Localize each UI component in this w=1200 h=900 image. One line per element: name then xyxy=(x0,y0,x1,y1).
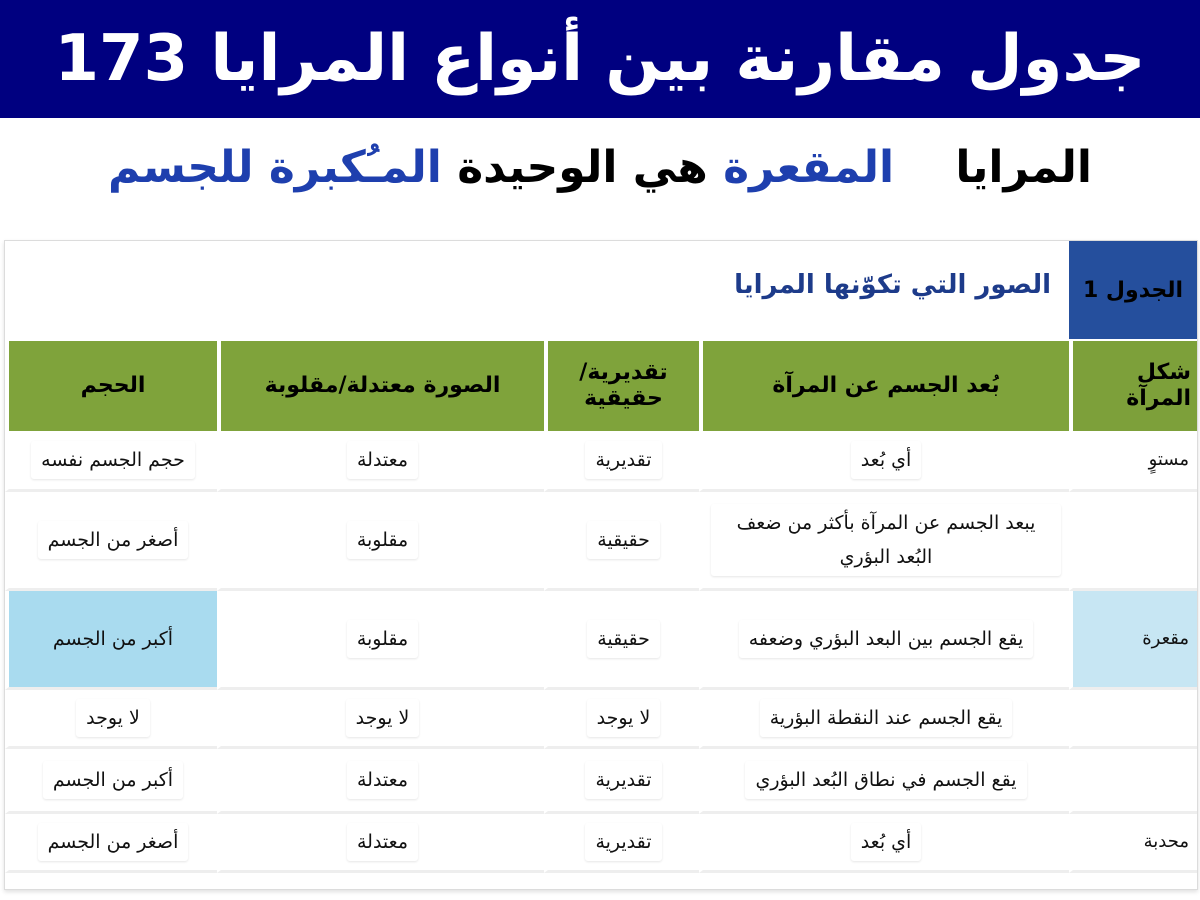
cell-distance xyxy=(699,492,1069,591)
cell-type-text: تقديرية xyxy=(585,761,661,799)
header-image-size: الحجم xyxy=(5,341,217,431)
cell-size-text: لا يوجد xyxy=(76,699,150,737)
cell-orientation xyxy=(217,591,544,690)
cell-shape: مقعرة xyxy=(1069,591,1197,690)
cell-type xyxy=(544,690,699,749)
cell-size xyxy=(5,431,217,492)
cell-size xyxy=(5,814,217,873)
cell-distance-text: أي بُعد xyxy=(851,441,922,479)
cell-shape xyxy=(1069,749,1197,814)
table-row xyxy=(5,690,1197,749)
subtitle-part-4: المـُكبرة xyxy=(268,142,442,193)
cell-type xyxy=(544,431,699,492)
cell-shape: محدبة xyxy=(1069,814,1197,873)
cell-distance xyxy=(699,591,1069,690)
cell-orientation xyxy=(217,431,544,492)
cell-orientation xyxy=(217,749,544,814)
cell-size xyxy=(5,749,217,814)
cell-shape xyxy=(1069,492,1197,591)
header-image-orientation: الصورة معتدلة/مقلوبة xyxy=(217,341,544,431)
header-image-type: تقديرية/ حقيقية xyxy=(544,341,699,431)
table-row xyxy=(5,749,1197,814)
cell-distance xyxy=(699,814,1069,873)
table-header-row xyxy=(5,341,1197,431)
cell-type-text: لا يوجد xyxy=(587,699,661,737)
cell-size xyxy=(5,591,217,690)
cell-type-text: حقيقية xyxy=(587,521,660,559)
subtitle-part-3: هي الوحيدة xyxy=(457,142,708,193)
mirror-comparison-table xyxy=(4,240,1198,890)
table-number: الجدول 1 xyxy=(1069,241,1197,339)
subtitle xyxy=(0,128,1200,208)
cell-distance xyxy=(699,431,1069,492)
header-object-distance: بُعد الجسم عن المرآة xyxy=(699,341,1069,431)
cell-distance-text: يقع الجسم عند النقطة البؤرية xyxy=(760,699,1013,737)
page-title: جدول مقارنة بين أنواع المرايا 173 xyxy=(0,0,1200,118)
cell-size-text: أكبر من الجسم xyxy=(43,761,183,799)
table-row xyxy=(5,492,1197,591)
table-caption-text: الصور التي تكوّنها المرايا xyxy=(734,270,1051,300)
subtitle-part-2: المقعرة xyxy=(723,142,895,193)
cell-size-text: أصغر من الجسم xyxy=(38,521,189,559)
subtitle-part-5: للجسم xyxy=(108,142,254,193)
cell-type-text: حقيقية xyxy=(587,620,660,658)
cell-size-text: أكبر من الجسم xyxy=(52,628,174,650)
table-caption xyxy=(5,241,1197,339)
cell-type xyxy=(544,749,699,814)
cell-size xyxy=(5,492,217,591)
cell-type-text: تقديرية xyxy=(585,823,661,861)
table-row xyxy=(5,591,1197,690)
cell-distance-text: يقع الجسم بين البعد البؤري وضعفه xyxy=(739,620,1034,658)
cell-orientation xyxy=(217,690,544,749)
cell-distance xyxy=(699,749,1069,814)
cell-distance-text: يقع الجسم في نطاق البُعد البؤري xyxy=(745,761,1026,799)
cell-orientation-text: معتدلة xyxy=(347,441,418,479)
cell-orientation-text: لا يوجد xyxy=(346,699,420,737)
table-row xyxy=(5,431,1197,492)
cell-type xyxy=(544,591,699,690)
cell-size xyxy=(5,690,217,749)
cell-orientation-text: مقلوبة xyxy=(347,620,418,658)
cell-shape xyxy=(1069,690,1197,749)
subtitle-part-1: المرايا xyxy=(955,142,1092,193)
cell-distance-text: أي بُعد xyxy=(851,823,922,861)
cell-size-text: أصغر من الجسم xyxy=(38,823,189,861)
cell-type xyxy=(544,492,699,591)
cell-orientation-text: مقلوبة xyxy=(347,521,418,559)
cell-orientation xyxy=(217,814,544,873)
cell-type-text: تقديرية xyxy=(585,441,661,479)
cell-size-text: حجم الجسم نفسه xyxy=(31,441,195,479)
table-row xyxy=(5,814,1197,873)
cell-orientation xyxy=(217,492,544,591)
cell-type xyxy=(544,814,699,873)
cell-orientation-text: معتدلة xyxy=(347,761,418,799)
cell-orientation-text: معتدلة xyxy=(347,823,418,861)
cell-distance-text: يبعد الجسم عن المرآة بأكثر من ضعف البُعد البؤري xyxy=(711,504,1061,576)
header-mirror-shape: شكل المرآة xyxy=(1069,341,1197,431)
cell-distance xyxy=(699,690,1069,749)
cell-shape: مستوٍ xyxy=(1069,431,1197,492)
comparison-table xyxy=(5,341,1197,873)
